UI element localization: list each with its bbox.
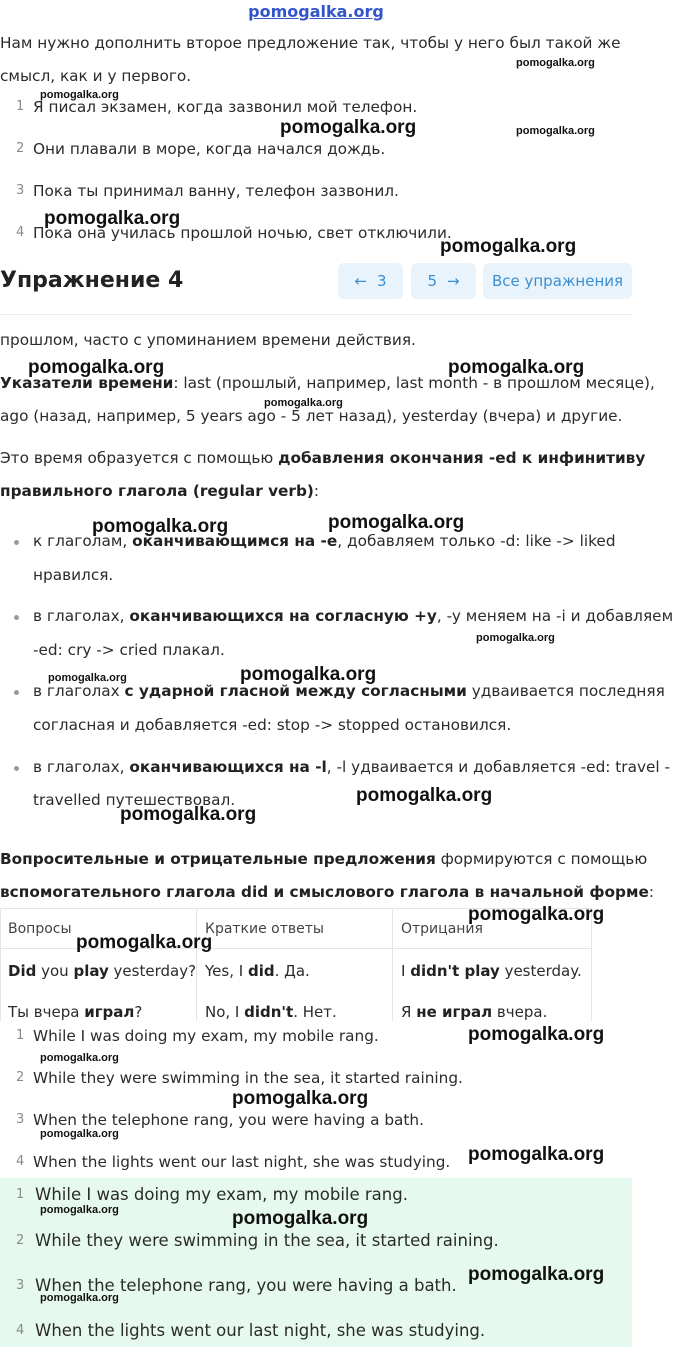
theory-paragraph-1: прошлом, часто с упоминанием времени действия. — [0, 331, 416, 349]
table-cell: Did you play yesterday? — [8, 962, 197, 980]
watermark: pomogalka.org — [240, 664, 377, 685]
watermark: pomogalka.org — [448, 357, 585, 378]
rule-item: в глаголах, оканчивающихся на согласную +y, -y меняем на -i и добавляем — [33, 607, 673, 625]
watermark: pomogalka.org — [232, 1088, 369, 1109]
questions-line-2: вспомогательного глагола did и смыслового глагола в начальной форме: — [0, 883, 655, 901]
arrow-left-icon: ← — [354, 272, 368, 290]
answer-item: When the lights went our last night, she was studying. — [35, 1321, 486, 1340]
watermark: pomogalka.org — [232, 1208, 369, 1229]
list-number: 4 — [16, 1154, 25, 1169]
bullet-dot — [14, 690, 19, 695]
table-cell: No, I didn't. Нет. — [205, 1003, 337, 1021]
table-divider — [392, 909, 393, 1021]
watermark: pomogalka.org — [76, 932, 213, 953]
answer-number: 1 — [16, 1187, 25, 1202]
watermark: pomogalka.org — [516, 57, 595, 69]
watermark: pomogalka.org — [28, 357, 165, 378]
list-item: While I was doing my exam, my mobile rang. — [33, 1027, 379, 1045]
prev-exercise-label: 3 — [377, 272, 387, 290]
formation-bold: правильного глагола (regular verb) — [0, 482, 314, 500]
time-markers-label: Указатели времени — [0, 374, 174, 392]
rule-item-cont: -ed: cry -> cried плакал. — [33, 641, 225, 659]
watermark: pomogalka.org — [516, 125, 595, 137]
watermark: pomogalka.org — [44, 208, 181, 229]
bullet-dot — [14, 615, 19, 620]
list-item: Я писал экзамен, когда зазвонил мой телефон. — [33, 98, 418, 116]
watermark: pomogalka.org — [328, 512, 465, 533]
bullet-dot — [14, 766, 19, 771]
questions-line-1: Вопросительные и отрицательные предложения формируются с помощью — [0, 850, 648, 868]
table-header: Отрицания — [401, 921, 483, 937]
answer-number: 4 — [16, 1323, 25, 1338]
list-item: When the telephone rang, you were having a bath. — [33, 1111, 424, 1129]
list-number: 1 — [16, 1028, 25, 1043]
arrow-right-icon: → — [446, 272, 460, 290]
bullet-dot — [14, 540, 19, 545]
list-item: Пока ты принимал ванну, телефон зазвонил. — [33, 182, 399, 200]
formation-line-2 — [0, 481, 319, 501]
table-header: Вопросы — [8, 921, 72, 937]
site-watermark-link[interactable]: pomogalka.org — [248, 2, 384, 21]
page-title: Упражнение 4 — [0, 268, 184, 293]
rule-item-cont: согласная и добавляется -ed: stop -> stopped остановился. — [33, 716, 512, 734]
list-number: 2 — [16, 1070, 25, 1085]
table-cell: Я не играл вчера. — [401, 1003, 548, 1021]
watermark: pomogalka.org — [356, 785, 493, 806]
watermark: pomogalka.org — [40, 1128, 119, 1140]
formation-text: : — [313, 482, 320, 500]
time-markers-line-2: ago (назад, например, 5 years ago - 5 лет назад), yesterday (вчера) и другие. — [0, 407, 623, 425]
rule-item-cont: нравился. — [33, 566, 114, 584]
table-divider — [196, 909, 197, 1021]
list-number: 4 — [16, 225, 25, 240]
next-exercise-button[interactable] — [411, 263, 476, 299]
answer-item: While they were swimming in the sea, it started raining. — [35, 1231, 499, 1250]
watermark: pomogalka.org — [264, 397, 343, 409]
list-number: 3 — [16, 1112, 25, 1127]
list-item: Пока она училась прошлой ночью, свет отключили. — [33, 224, 452, 242]
formation-line-1 — [0, 448, 645, 468]
answer-number: 2 — [16, 1233, 25, 1248]
rule-item: в глаголах, оканчивающихся на -l, -l удваивается и добавляется -ed: travel - — [33, 758, 671, 776]
watermark: pomogalka.org — [40, 1204, 119, 1216]
list-item: Они плавали в море, когда начался дождь. — [33, 140, 386, 158]
formation-text: Это время образуется с помощью — [0, 449, 279, 467]
rule-item: в глаголах с ударной гласной между согласными удваивается последняя — [33, 682, 665, 700]
watermark: pomogalka.org — [476, 632, 555, 644]
table-cell: Yes, I did. Да. — [205, 962, 310, 980]
time-markers-text: : last (прошлый, например, last month - в прошлом месяце), — [173, 374, 655, 392]
watermark: pomogalka.org — [468, 1024, 605, 1045]
list-number: 2 — [16, 141, 25, 156]
list-number: 3 — [16, 183, 25, 198]
answer-item: When the telephone rang, you were having a bath. — [35, 1276, 457, 1295]
watermark: pomogalka.org — [468, 1264, 605, 1285]
list-item: While they were swimming in the sea, it started raining. — [33, 1069, 463, 1087]
table-header: Краткие ответы — [205, 921, 324, 937]
formation-bold: добавления окончания -ed к инфинитиву — [278, 449, 646, 467]
watermark: pomogalka.org — [92, 516, 229, 537]
intro-line-2: смысл, как и у первого. — [0, 67, 192, 85]
answer-number: 3 — [16, 1278, 25, 1293]
all-exercises-label: Все упражнения — [491, 272, 624, 290]
watermark: pomogalka.org — [440, 236, 577, 257]
watermark: pomogalka.org — [120, 804, 257, 825]
header-divider — [0, 314, 632, 315]
watermark: pomogalka.org — [468, 1144, 605, 1165]
next-exercise-label: 5 — [427, 272, 437, 290]
all-exercises-button[interactable] — [483, 263, 632, 299]
watermark: pomogalka.org — [40, 89, 119, 101]
watermark: pomogalka.org — [280, 117, 417, 138]
watermark: pomogalka.org — [40, 1052, 119, 1064]
prev-exercise-button[interactable] — [338, 263, 403, 299]
watermark: pomogalka.org — [48, 672, 127, 684]
intro-line-1: Нам нужно дополнить второе предложение так, чтобы у него был такой же — [0, 34, 621, 52]
watermark: pomogalka.org — [468, 904, 605, 925]
watermark: pomogalka.org — [40, 1292, 119, 1304]
table-cell: Ты вчера играл? — [8, 1003, 143, 1021]
list-item: When the lights went our last night, she was studying. — [33, 1153, 451, 1171]
list-number: 1 — [16, 99, 25, 114]
rule-item-cont: travelled путешествовал. — [33, 791, 236, 809]
rule-item: к глаголам, оканчивающимся на -e, добавляем только -d: like -> liked — [33, 532, 616, 550]
answer-item: While I was doing my exam, my mobile rang. — [35, 1185, 408, 1204]
table-cell: I didn't play yesterday. — [401, 962, 582, 980]
